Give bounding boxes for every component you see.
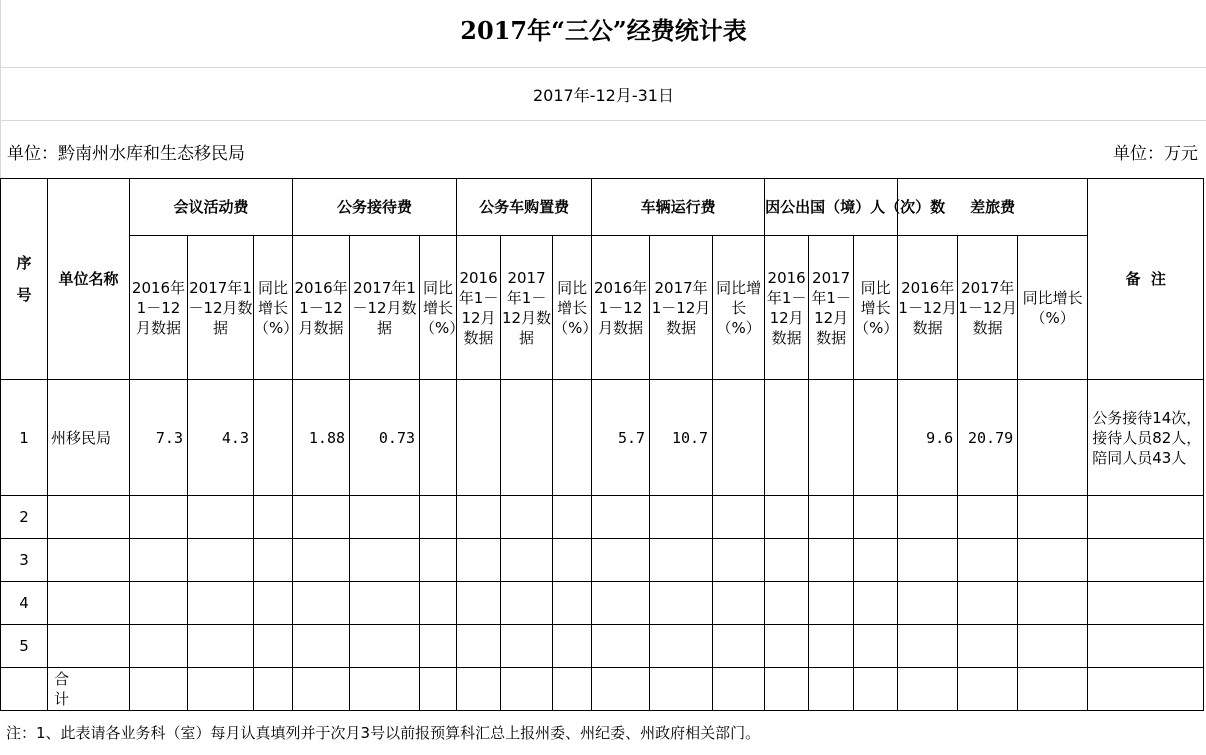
row-value-cell — [130, 625, 188, 668]
row-value-cell — [650, 496, 713, 539]
row-value-cell: 7.3 — [130, 380, 188, 496]
row-value-cell — [713, 539, 765, 582]
row-value-cell — [809, 539, 854, 582]
row-value-cell: 4.3 — [188, 380, 254, 496]
sub-header-2017: 2017年1－12月数据 — [501, 236, 553, 380]
row-value-cell — [293, 582, 350, 625]
row-value-cell — [765, 380, 809, 496]
row-value-cell — [958, 625, 1018, 668]
table-row — [1, 380, 1204, 496]
row-value-cell — [457, 496, 501, 539]
total-cell — [553, 668, 592, 711]
vehicle-purchase-header: 公务车购置费 — [457, 179, 592, 236]
row-value-cell — [130, 539, 188, 582]
currency-unit-label: 单位：万元 — [1113, 144, 1198, 164]
total-cell — [254, 668, 293, 711]
overseas-trips-header: 因公出国（境）人（次）数 — [765, 179, 898, 236]
total-cell — [501, 668, 553, 711]
row-value-cell: 1.88 — [293, 380, 350, 496]
row-value-cell — [854, 582, 898, 625]
row-seq: 1 — [1, 380, 48, 496]
row-remark — [1088, 582, 1204, 625]
row-value-cell — [854, 539, 898, 582]
sub-header-2016: 2016年1－12月数据 — [130, 236, 188, 380]
sub-header-2016: 2016年1－12月数据 — [592, 236, 650, 380]
total-cell — [854, 668, 898, 711]
row-seq: 2 — [1, 496, 48, 539]
row-value-cell — [809, 625, 854, 668]
row-value-cell — [188, 582, 254, 625]
table-row — [1, 496, 1204, 539]
row-value-cell — [958, 539, 1018, 582]
total-cell — [809, 668, 854, 711]
table-row — [1, 625, 1204, 668]
row-value-cell — [958, 496, 1018, 539]
total-cell — [457, 668, 501, 711]
row-value-cell — [1018, 380, 1088, 496]
row-value-cell — [501, 539, 553, 582]
row-value-cell — [553, 625, 592, 668]
row-value-cell — [898, 625, 958, 668]
row-value-cell — [765, 496, 809, 539]
row-value-cell — [713, 380, 765, 496]
row-value-cell: 0.73 — [350, 380, 420, 496]
row-value-cell — [420, 539, 457, 582]
sub-header-growth: 同比增长（%） — [713, 236, 765, 380]
table-row — [1, 539, 1204, 582]
row-seq: 5 — [1, 625, 48, 668]
row-value-cell — [254, 380, 293, 496]
sub-header-growth: 同比增长（%） — [254, 236, 293, 380]
row-value-cell — [1018, 582, 1088, 625]
page-title: 2017年“三公”经费统计表 — [0, 0, 1206, 68]
row-remark: 公务接待14次，接待人员82人，陪同人员43人 — [1088, 380, 1204, 496]
row-value-cell — [501, 625, 553, 668]
total-cell — [765, 668, 809, 711]
row-value-cell — [293, 496, 350, 539]
row-value-cell — [350, 496, 420, 539]
row-value-cell — [592, 625, 650, 668]
row-value-cell — [350, 625, 420, 668]
sub-header-growth: 同比增长（%） — [1018, 236, 1088, 380]
row-value-cell: 10.7 — [650, 380, 713, 496]
expense-table — [0, 178, 1204, 711]
row-value-cell — [188, 539, 254, 582]
row-value-cell — [650, 625, 713, 668]
row-value-cell — [553, 380, 592, 496]
row-value-cell — [457, 582, 501, 625]
total-cell — [713, 668, 765, 711]
row-value-cell — [765, 625, 809, 668]
row-unit-name — [48, 625, 130, 668]
sub-header-2016: 2016年1－12月数据 — [293, 236, 350, 380]
row-value-cell — [809, 380, 854, 496]
remark-header: 备 注 — [1088, 179, 1204, 380]
row-value-cell — [130, 582, 188, 625]
row-value-cell — [420, 582, 457, 625]
row-value-cell — [713, 582, 765, 625]
row-value-cell — [293, 539, 350, 582]
row-value-cell — [553, 582, 592, 625]
row-value-cell — [650, 539, 713, 582]
row-unit-name — [48, 539, 130, 582]
row-unit-name — [48, 582, 130, 625]
row-value-cell — [188, 625, 254, 668]
sub-header-2017: 2017年1－12月数据 — [650, 236, 713, 380]
row-value-cell — [553, 496, 592, 539]
row-value-cell — [898, 539, 958, 582]
row-value-cell — [457, 380, 501, 496]
total-label: 合 计 — [48, 668, 130, 711]
row-value-cell — [713, 496, 765, 539]
row-value-cell — [553, 539, 592, 582]
total-cell — [650, 668, 713, 711]
row-unit-name: 州移民局 — [48, 380, 130, 496]
total-cell — [1018, 668, 1088, 711]
row-value-cell — [254, 496, 293, 539]
row-value-cell — [350, 582, 420, 625]
total-cell — [420, 668, 457, 711]
row-value-cell — [1018, 496, 1088, 539]
meeting-expense-header: 会议活动费 — [130, 179, 293, 236]
row-value-cell — [854, 496, 898, 539]
total-cell — [293, 668, 350, 711]
sub-header-2017: 2017年1－12月数据 — [188, 236, 254, 380]
row-value-cell — [809, 582, 854, 625]
row-value-cell — [188, 496, 254, 539]
total-cell — [130, 668, 188, 711]
row-value-cell — [1018, 539, 1088, 582]
total-cell — [350, 668, 420, 711]
row-remark — [1088, 625, 1204, 668]
row-value-cell — [958, 582, 1018, 625]
sub-header-2017: 2017年1－12月数据 — [350, 236, 420, 380]
row-value-cell — [420, 625, 457, 668]
sub-header-2016: 2016年1－12月数据 — [457, 236, 501, 380]
row-remark — [1088, 496, 1204, 539]
row-value-cell — [898, 496, 958, 539]
row-value-cell: 20.79 — [958, 380, 1018, 496]
report-date: 2017年-12月-31日 — [0, 68, 1206, 121]
unit-name-header: 单位名称 — [48, 179, 130, 380]
row-value-cell — [592, 496, 650, 539]
sub-header-2017: 2017年1－12月数据 — [809, 236, 854, 380]
vehicle-operation-header: 车辆运行费 — [592, 179, 765, 236]
row-value-cell — [809, 496, 854, 539]
row-value-cell — [254, 625, 293, 668]
row-value-cell — [501, 582, 553, 625]
sub-header-growth: 同比增长（%） — [420, 236, 457, 380]
row-seq: 4 — [1, 582, 48, 625]
unit-name-label: 单位：黔南州水库和生态移民局 — [7, 144, 245, 164]
row-value-cell — [254, 582, 293, 625]
sub-header-2017: 2017年1－12月数据 — [958, 236, 1018, 380]
row-value-cell — [457, 539, 501, 582]
row-seq: 3 — [1, 539, 48, 582]
row-value-cell — [293, 625, 350, 668]
row-value-cell — [501, 380, 553, 496]
seq-header: 序号 — [1, 179, 48, 380]
row-value-cell — [898, 582, 958, 625]
row-value-cell: 5.7 — [592, 380, 650, 496]
travel-expense-header: 差旅费 — [898, 179, 1088, 236]
row-value-cell — [713, 625, 765, 668]
row-remark — [1088, 539, 1204, 582]
sub-header-2016: 2016年1－12月数据 — [898, 236, 958, 380]
row-value-cell — [130, 496, 188, 539]
row-value-cell: 9.6 — [898, 380, 958, 496]
row-unit-name — [48, 496, 130, 539]
row-value-cell — [765, 582, 809, 625]
row-value-cell — [854, 625, 898, 668]
footnote: 注：1、此表请各业务科（室）每月认真填列并于次月3号以前报预算科汇总上报州委、州纪委、州政府相关部门。 — [6, 724, 761, 742]
row-value-cell — [457, 625, 501, 668]
total-cell — [188, 668, 254, 711]
total-cell — [1088, 668, 1204, 711]
total-seq-cell — [1, 668, 48, 711]
total-cell — [958, 668, 1018, 711]
row-value-cell — [592, 582, 650, 625]
total-cell — [898, 668, 958, 711]
sub-header-2016: 2016年1－12月数据 — [765, 236, 809, 380]
row-value-cell — [501, 496, 553, 539]
row-value-cell — [1018, 625, 1088, 668]
sub-header-growth: 同比增长（%） — [553, 236, 592, 380]
row-value-cell — [254, 539, 293, 582]
reception-expense-header: 公务接待费 — [293, 179, 457, 236]
row-value-cell — [350, 539, 420, 582]
row-value-cell — [420, 380, 457, 496]
row-value-cell — [650, 582, 713, 625]
total-cell — [592, 668, 650, 711]
unit-line — [0, 121, 1206, 179]
row-value-cell — [592, 539, 650, 582]
sub-header-growth: 同比增长（%） — [854, 236, 898, 380]
row-value-cell — [854, 380, 898, 496]
row-value-cell — [420, 496, 457, 539]
row-value-cell — [765, 539, 809, 582]
table-row — [1, 582, 1204, 625]
